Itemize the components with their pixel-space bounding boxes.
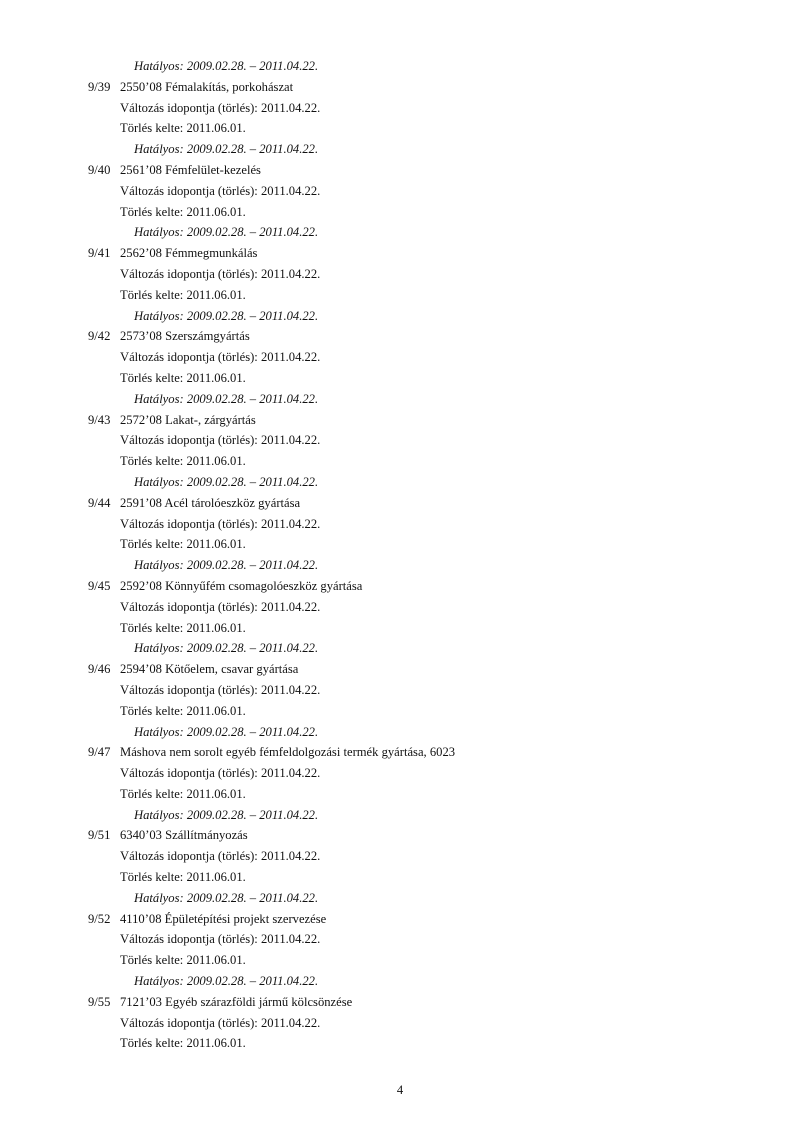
- validity-text-line: [0, 805, 800, 826]
- change-date-line: [0, 1013, 800, 1034]
- deletion-date-line: [0, 867, 800, 888]
- validity-text: Hatályos: 2009.02.28. – 2011.04.22.: [134, 474, 319, 489]
- deletion-date: Törlés kelte: 2011.06.01.: [120, 786, 246, 801]
- entry: [0, 825, 800, 908]
- validity-text-line: [0, 389, 800, 410]
- validity-text-line: [0, 139, 800, 160]
- deletion-date: Törlés kelte: 2011.06.01.: [120, 287, 246, 302]
- entry-title: 6340’03 Szállítmányozás: [120, 828, 248, 843]
- entry-title: 2573’08 Szerszámgyártás: [120, 329, 250, 344]
- validity-text-line: [0, 472, 800, 493]
- entry-title-line: [0, 742, 800, 763]
- entry: [0, 742, 800, 825]
- entry-title-line: [0, 992, 800, 1013]
- deletion-date: Törlés kelte: 2011.06.01.: [120, 370, 246, 385]
- change-date-line: [0, 929, 800, 950]
- entry-list: [0, 77, 800, 1054]
- change-date-line: [0, 846, 800, 867]
- validity-text: Hatályos: 2009.02.28. – 2011.04.22.: [134, 558, 319, 573]
- entry-number: 9/41: [88, 246, 111, 261]
- entry: [0, 243, 800, 326]
- entry-title-line: [0, 410, 800, 431]
- entry-number: 9/46: [88, 662, 111, 677]
- validity-text: Hatályos: 2009.02.28. – 2011.04.22.: [134, 724, 319, 739]
- deletion-date-line: [0, 701, 800, 722]
- change-date: Változás idopontja (törlés): 2011.04.22.: [120, 932, 321, 947]
- deletion-date: Törlés kelte: 2011.06.01.: [120, 953, 246, 968]
- entry: [0, 493, 800, 576]
- deletion-date-line: [0, 202, 800, 223]
- entry-title: 2550’08 Fémalakítás, porkohászat: [120, 79, 294, 94]
- change-date-line: [0, 763, 800, 784]
- entry: [0, 992, 800, 1054]
- deletion-date: Törlés kelte: 2011.06.01.: [120, 204, 246, 219]
- entry-number: 9/42: [88, 329, 111, 344]
- deletion-date-line: [0, 285, 800, 306]
- deletion-date-line: [0, 534, 800, 555]
- deletion-date: Törlés kelte: 2011.06.01.: [120, 121, 246, 136]
- entry: [0, 909, 800, 992]
- change-date-line: [0, 430, 800, 451]
- change-date: Változás idopontja (törlés): 2011.04.22.: [120, 599, 321, 614]
- change-date: Változás idopontja (törlés): 2011.04.22.: [120, 682, 321, 697]
- change-date-line: [0, 264, 800, 285]
- validity-text-line: [0, 555, 800, 576]
- change-date: Változás idopontja (törlés): 2011.04.22.: [120, 100, 321, 115]
- entry-title-line: [0, 243, 800, 264]
- validity-text: Hatályos: 2009.02.28. – 2011.04.22.: [134, 391, 319, 406]
- entry-number: 9/52: [88, 911, 111, 926]
- entry: [0, 576, 800, 659]
- deletion-date: Törlés kelte: 2011.06.01.: [120, 1036, 246, 1051]
- change-date: Változás idopontja (törlés): 2011.04.22.: [120, 266, 321, 281]
- deletion-date-line: [0, 1033, 800, 1054]
- entry-title-line: [0, 493, 800, 514]
- validity-text: Hatályos: 2009.02.28. – 2011.04.22.: [134, 641, 319, 656]
- entry-number: 9/40: [88, 162, 111, 177]
- validity-text-line: [0, 306, 800, 327]
- change-date-line: [0, 597, 800, 618]
- entry-title: 2594’08 Kötőelem, csavar gyártása: [120, 662, 299, 677]
- entry-title: 7121’03 Egyéb szárazföldi jármű kölcsönzése: [120, 994, 353, 1009]
- entry-title: 2591’08 Acél tárolóeszköz gyártása: [120, 495, 301, 510]
- deletion-date: Törlés kelte: 2011.06.01.: [120, 870, 246, 885]
- change-date: Változás idopontja (törlés): 2011.04.22.: [120, 1015, 321, 1030]
- change-date: Változás idopontja (törlés): 2011.04.22.: [120, 516, 321, 531]
- change-date: Változás idopontja (törlés): 2011.04.22.: [120, 766, 321, 781]
- change-date-line: [0, 98, 800, 119]
- entry-number: 9/55: [88, 994, 111, 1009]
- change-date-line: [0, 680, 800, 701]
- deletion-date-line: [0, 950, 800, 971]
- deletion-date-line: [0, 618, 800, 639]
- page-number: 4: [396, 1083, 404, 1097]
- change-date: Változás idopontja (törlés): 2011.04.22.: [120, 350, 321, 365]
- entry-title-line: [0, 659, 800, 680]
- entry-number: 9/51: [88, 828, 111, 843]
- entry-title: 2562’08 Fémmegmunkálás: [120, 246, 258, 261]
- validity-text-line: [0, 971, 800, 992]
- validity-text: Hatályos: 2009.02.28. – 2011.04.22.: [134, 890, 319, 905]
- entry-title: 2572’08 Lakat-, zárgyártás: [120, 412, 256, 427]
- entry-number: 9/44: [88, 495, 111, 510]
- entry-number: 9/39: [88, 79, 111, 94]
- entry: [0, 326, 800, 409]
- entry-title-line: [0, 825, 800, 846]
- entry: [0, 77, 800, 160]
- change-date-line: [0, 181, 800, 202]
- entry-title: Máshova nem sorolt egyéb fémfeldolgozási termék gyártása, 6023: [120, 745, 456, 760]
- entry: [0, 659, 800, 742]
- validity-text: Hatályos: 2009.02.28. – 2011.04.22.: [134, 308, 319, 323]
- validity-text-line: [0, 888, 800, 909]
- entry-title: 2592’08 Könnyűfém csomagolóeszköz gyártása: [120, 578, 363, 593]
- entry: [0, 410, 800, 493]
- entry-title: 4110’08 Épületépítési projekt szervezése: [120, 911, 327, 926]
- entry-title-line: [0, 326, 800, 347]
- validity-text: Hatályos: 2009.02.28. – 2011.04.22.: [134, 807, 319, 822]
- change-date: Változás idopontja (törlés): 2011.04.22.: [120, 849, 321, 864]
- entry-number: 9/45: [88, 578, 111, 593]
- deletion-date: Törlés kelte: 2011.06.01.: [120, 620, 246, 635]
- entry-title-line: [0, 160, 800, 181]
- validity-text-line: [0, 638, 800, 659]
- change-date-line: [0, 514, 800, 535]
- validity-line: [0, 56, 800, 77]
- deletion-date-line: [0, 118, 800, 139]
- validity-text: Hatályos: 2009.02.28. – 2011.04.22.: [134, 59, 319, 73]
- entry-title-line: [0, 77, 800, 98]
- validity-text: Hatályos: 2009.02.28. – 2011.04.22.: [134, 142, 319, 157]
- validity-text: Hatályos: 2009.02.28. – 2011.04.22.: [134, 225, 319, 240]
- validity-text-line: [0, 722, 800, 743]
- validity-text: Hatályos: 2009.02.28. – 2011.04.22.: [134, 974, 319, 989]
- deletion-date-line: [0, 784, 800, 805]
- deletion-date: Törlés kelte: 2011.06.01.: [120, 703, 246, 718]
- change-date-line: [0, 347, 800, 368]
- deletion-date: Törlés kelte: 2011.06.01.: [120, 454, 246, 469]
- deletion-date: Törlés kelte: 2011.06.01.: [120, 537, 246, 552]
- entry-title-line: [0, 909, 800, 930]
- change-date: Változás idopontja (törlés): 2011.04.22.: [120, 433, 321, 448]
- entry-number: 9/47: [88, 745, 111, 760]
- validity-text-line: [0, 222, 800, 243]
- entry: [0, 160, 800, 243]
- change-date: Változás idopontja (törlés): 2011.04.22.: [120, 183, 321, 198]
- entry-number: 9/43: [88, 412, 111, 427]
- entry-title-line: [0, 576, 800, 597]
- deletion-date-line: [0, 451, 800, 472]
- document-body: [0, 56, 800, 1054]
- deletion-date-line: [0, 368, 800, 389]
- entry-title: 2561’08 Fémfelület-kezelés: [120, 162, 261, 177]
